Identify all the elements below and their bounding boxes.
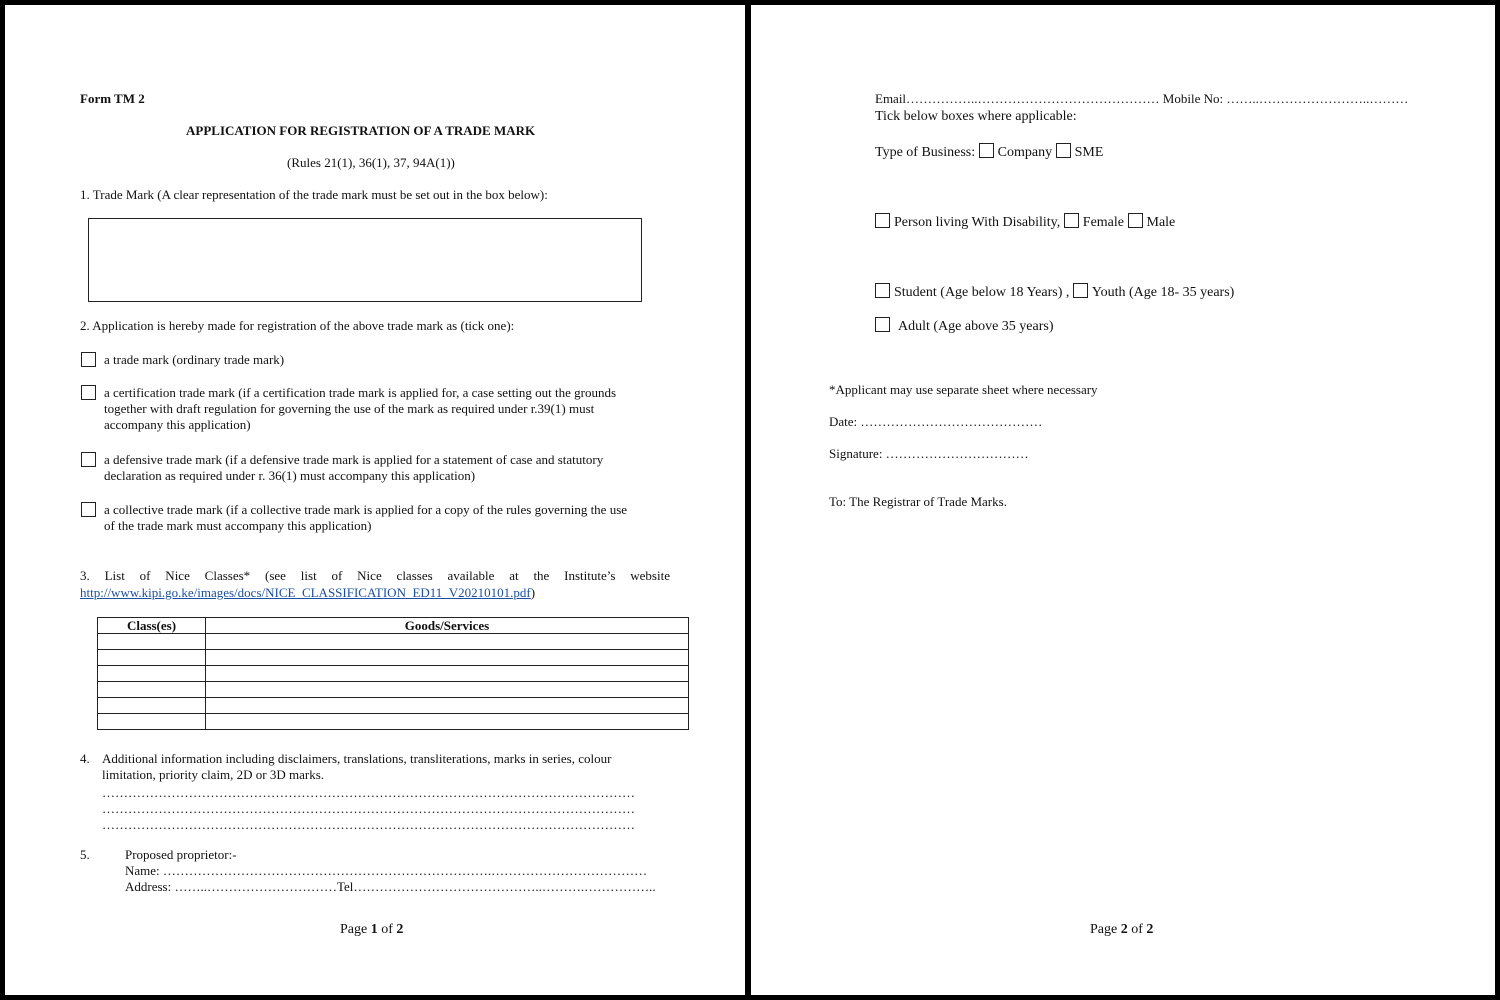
youth-label: Youth (Age 18- 35 years) (1091, 285, 1235, 300)
company-checkbox[interactable] (979, 143, 994, 158)
section-4-line: Additional information including disclaimers, translations, transliterations, marks in series, colour (102, 751, 612, 766)
youth-checkbox[interactable] (1073, 283, 1088, 298)
option-line: a collective trade mark (if a collective trade mark is applied for a copy of the rules governing the use (104, 502, 628, 517)
option-certification-trade-mark (104, 385, 616, 433)
section-4-number: 4. (80, 751, 90, 766)
option-line: a trade mark (ordinary trade mark) (104, 352, 285, 367)
table-row (98, 714, 689, 730)
total-pages: 2 (1146, 922, 1154, 937)
goods-services-column-header: Goods/Services (206, 618, 689, 634)
proprietor-name-field[interactable]: Name: ………………………………………………………………….……………………………… (125, 863, 648, 878)
form-number: Form TM 2 (80, 91, 145, 106)
dotted-line[interactable]: …………………………………………………………………………………………………………… (102, 801, 635, 816)
goods-cell[interactable] (206, 666, 689, 682)
student-label: Student (Age below 18 Years) , (894, 285, 1070, 300)
section-3-label: 3. List of Nice Classes* (see list of Nice classes available at the Institute’s website (80, 568, 670, 583)
class-cell[interactable] (98, 698, 206, 714)
proprietor-address-tel-field[interactable]: Address: ……..…………………………Tel……………………………………..……….…………….. (125, 879, 656, 894)
age-row (875, 283, 1234, 301)
sme-checkbox[interactable] (1056, 143, 1071, 158)
section-2-label: 2. Application is hereby made for registration of the above trade mark as (tick one): (80, 318, 515, 333)
page-label: Page (340, 922, 371, 937)
option-line: of the trade mark must accompany this application) (104, 518, 372, 533)
option-line: declaration as required under r. 36(1) must accompany this application) (104, 468, 476, 483)
disability-checkbox[interactable] (875, 213, 890, 228)
section-5-proprietor (125, 847, 656, 895)
nice-classification-link[interactable]: http://www.kipi.go.ke/images/docs/NICE_CLASSIFICATION_ED11_V20210101.pdf (80, 585, 531, 600)
option-defensive-trade-mark (104, 452, 603, 484)
option-collective-trade-mark (104, 502, 627, 534)
page-of-label: of (1127, 922, 1147, 937)
classes-column-header: Class(es) (98, 618, 206, 634)
table-header-row (98, 618, 689, 634)
table-row (98, 666, 689, 682)
option-line: accompany this application) (104, 417, 251, 432)
form-rules: (Rules 21(1), 36(1), 37, 94A(1)) (287, 155, 455, 170)
class-cell[interactable] (98, 650, 206, 666)
male-checkbox[interactable] (1128, 213, 1143, 228)
adult-row (875, 317, 1054, 335)
goods-cell[interactable] (206, 634, 689, 650)
student-checkbox[interactable] (875, 283, 890, 298)
date-field[interactable]: Date: …………………………………… (829, 414, 1043, 429)
table-row (98, 650, 689, 666)
form-title: APPLICATION FOR REGISTRATION OF A TRADE MARK (186, 123, 536, 138)
section-4-line: limitation, priority claim, 2D or 3D marks. (102, 767, 325, 782)
female-checkbox[interactable] (1064, 213, 1079, 228)
proprietor-title: Proposed proprietor:- (125, 847, 237, 862)
sme-label: SME (1074, 145, 1104, 160)
table-row (98, 634, 689, 650)
additional-info-lines[interactable] (102, 785, 635, 833)
adult-label: Adult (Age above 35 years) (898, 319, 1054, 334)
signature-field[interactable]: Signature: …………………………… (829, 446, 1029, 461)
business-type-row (875, 143, 1103, 161)
defensive-trade-mark-checkbox[interactable] (81, 452, 96, 467)
collective-trade-mark-checkbox[interactable] (81, 502, 96, 517)
company-label: Company (997, 145, 1053, 160)
trade-mark-checkbox[interactable] (81, 352, 96, 367)
page-number (340, 921, 403, 938)
certification-trade-mark-checkbox[interactable] (81, 385, 96, 400)
dotted-line[interactable]: …………………………………………………………………………………………………………… (102, 785, 635, 800)
class-cell[interactable] (98, 714, 206, 730)
closing-paren: ) (530, 585, 536, 600)
goods-cell[interactable] (206, 682, 689, 698)
class-cell[interactable] (98, 682, 206, 698)
class-cell[interactable] (98, 634, 206, 650)
section-5-number: 5. (80, 847, 90, 862)
option-trade-mark (104, 352, 284, 368)
registrar-addressee: To: The Registrar of Trade Marks. (829, 494, 1007, 509)
option-line: a defensive trade mark (if a defensive trade mark is applied for a statement of case and statutory (104, 452, 604, 467)
business-type-label: Type of Business: (875, 145, 976, 160)
current-page: 1 (370, 922, 378, 937)
female-label: Female (1082, 215, 1124, 230)
section-1-label: 1. Trade Mark (A clear representation of the trade mark must be set out in the box below): (80, 187, 548, 202)
adult-checkbox[interactable] (875, 317, 890, 332)
contact-fields[interactable]: Email……………..…………………………………… Mobile No: ……..……………………..……… (875, 91, 1409, 106)
option-line: together with draft regulation for governing the use of the mark as required under r.39(1) must (104, 401, 595, 416)
class-cell[interactable] (98, 666, 206, 682)
dotted-line[interactable]: …………………………………………………………………………………………………………… (102, 817, 635, 832)
status-row (875, 213, 1175, 231)
disability-label: Person living With Disability, (894, 215, 1061, 230)
goods-cell[interactable] (206, 714, 689, 730)
separate-sheet-note: *Applicant may use separate sheet where necessary (829, 382, 1098, 397)
trade-mark-representation-box[interactable] (88, 218, 642, 302)
page-label: Page (1090, 922, 1121, 937)
table-row (98, 682, 689, 698)
goods-cell[interactable] (206, 650, 689, 666)
current-page: 2 (1120, 922, 1128, 937)
table-row (98, 698, 689, 714)
page-number (1090, 921, 1153, 938)
section-4-text (102, 751, 611, 783)
goods-cell[interactable] (206, 698, 689, 714)
form-page-2 (751, 5, 1495, 995)
tick-note: Tick below boxes where applicable: (875, 109, 1077, 124)
nice-classes-table (97, 617, 689, 730)
form-page-1 (5, 5, 745, 995)
total-pages: 2 (396, 922, 404, 937)
option-line: a certification trade mark (if a certification trade mark is applied for, a case setting out the grounds (104, 385, 617, 400)
male-label: Male (1146, 215, 1176, 230)
page-of-label: of (377, 922, 397, 937)
nice-classes-link-line (80, 585, 535, 601)
